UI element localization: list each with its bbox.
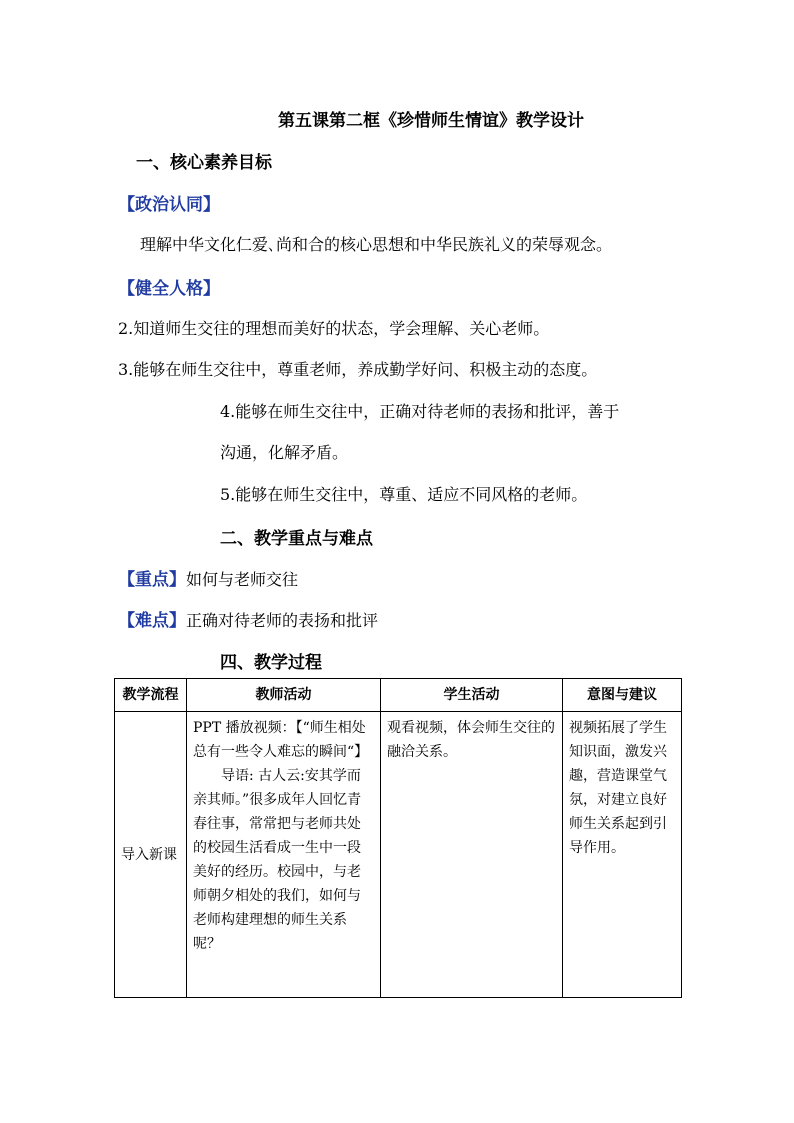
difficult-point-line: [118, 606, 378, 631]
key-point-text: 如何与老师交往: [186, 570, 299, 589]
goal-item-3: 3.能够在师生交往中，尊重老师，养成勤学好问、积极主动的态度。: [118, 360, 598, 379]
header-teacher-activity: 教师活动: [187, 679, 381, 712]
section-heading-process: 四、教学过程: [220, 653, 322, 673]
header-student-activity: 学生活动: [381, 679, 563, 712]
section-heading-core-goals: 一、核心素养目标: [136, 153, 272, 173]
header-stage: 教学流程: [115, 679, 187, 712]
student-activity-cell: 观看视频，体会师生交往的融洽关系。: [381, 712, 563, 998]
political-identity-text: 理解中华文化仁爱､尚和合的核心思想和中华民族礼义的荣辱观念｡: [140, 235, 605, 254]
goal-item-2: 2.知道师生交往的理想而美好的状态，学会理解、关心老师。: [118, 319, 550, 338]
teacher-activity-intro: 导语: 古人云:安其学而亲其师。”很多成年人回忆青春往事，常常把与老师共处的校园生活看成一生中一段美好的经历。校园中，与老师朝夕相处的我们，如何与老师构建理想的师生关系呢？: [193, 768, 362, 952]
political-identity-tag: 【政治认同】: [118, 195, 220, 215]
section-heading-key-difficult: 二、教学重点与难点: [220, 529, 373, 549]
teaching-process-table: [114, 678, 682, 998]
table-row: [115, 712, 682, 998]
stage-cell: 导入新课: [115, 712, 187, 998]
document-title: 第五课第二框《珍惜师生情谊》教学设计: [278, 111, 584, 131]
header-intent: 意图与建议: [563, 679, 682, 712]
key-point-tag: 【重点】: [118, 570, 186, 590]
goal-item-4-line2: 沟通，化解矛盾。: [220, 443, 349, 462]
table-header-row: [115, 679, 682, 712]
difficult-point-tag: 【难点】: [118, 611, 186, 631]
difficult-point-text: 正确对待老师的表扬和批评: [186, 611, 379, 630]
sound-personality-tag: 【健全人格】: [118, 279, 220, 299]
goal-item-5: 5.能够在师生交往中，尊重、适应不同风格的老师。: [220, 485, 588, 504]
teacher-activity-cell: [187, 712, 381, 998]
goal-item-4-line1: 4.能够在师生交往中，正确对待老师的表扬和批评，善于: [220, 402, 620, 421]
intent-cell: 视频拓展了学生知识面，激发兴趣，营造课堂气氛，对建立良好师生关系起到引导作用。: [563, 712, 682, 998]
key-point-line: [118, 565, 298, 590]
teacher-activity-video: PPT 播放视频：【“师生相处总有一些令人难忘的瞬间“】: [193, 720, 369, 760]
